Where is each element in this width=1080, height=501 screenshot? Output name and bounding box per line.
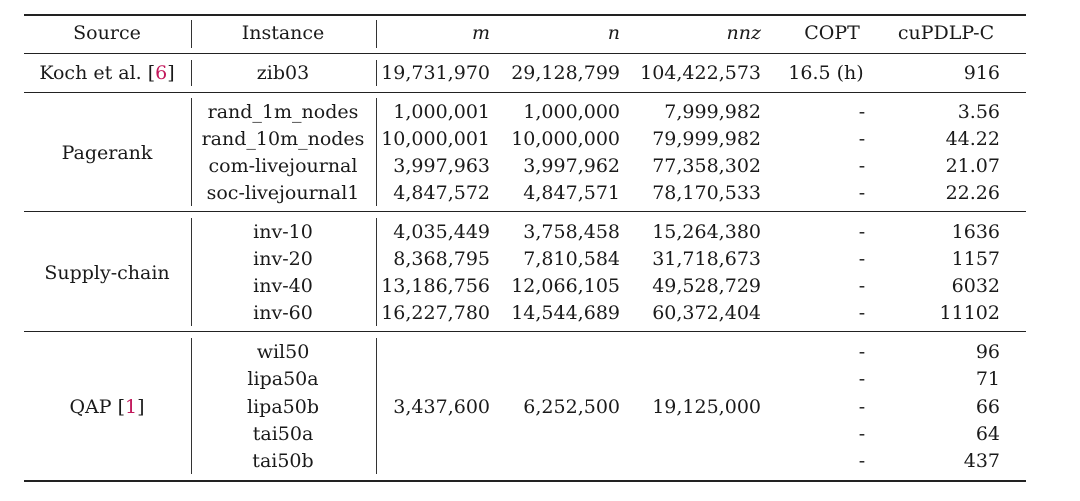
pagerank-copt: - xyxy=(858,155,866,177)
koch-m: 19,731,970 xyxy=(381,62,490,84)
qap-instance: wil50 xyxy=(256,341,310,363)
qap-nnz: 19,125,000 xyxy=(652,396,761,418)
koch-source-label: Koch et al. [ xyxy=(39,62,156,84)
qap-source-bracket: ] xyxy=(137,396,145,418)
qap-n: 6,252,500 xyxy=(523,396,620,418)
pagerank-rule xyxy=(24,211,1026,212)
pagerank-m: 4,847,572 xyxy=(393,182,490,204)
qap-instance: lipa50b xyxy=(247,396,319,418)
supply-cupdlp: 1157 xyxy=(951,248,1000,270)
source-divider-koch xyxy=(191,60,192,86)
supply-instance: inv-60 xyxy=(253,302,313,324)
qap-cupdlp: 71 xyxy=(975,368,1000,390)
header-rule xyxy=(24,53,1026,54)
supply-copt: - xyxy=(858,248,866,270)
supply-cupdlp: 11102 xyxy=(939,302,1000,324)
header-cupdlp: cuPDLP-C xyxy=(897,22,995,44)
instance-divider-supply xyxy=(376,218,377,326)
pagerank-m: 3,997,963 xyxy=(393,155,490,177)
supply-copt: - xyxy=(858,221,866,243)
pagerank-copt: - xyxy=(858,182,866,204)
koch-source-bracket: ] xyxy=(167,62,175,84)
koch-copt: 16.5 (h) xyxy=(788,62,864,84)
supply-instance: inv-20 xyxy=(253,248,313,270)
qap-instance: lipa50a xyxy=(247,368,319,390)
header-source: Source xyxy=(73,22,141,44)
qap-instance: tai50a xyxy=(252,423,314,445)
top-rule xyxy=(24,14,1026,16)
supply-n: 14,544,689 xyxy=(511,302,620,324)
qap-copt: - xyxy=(858,341,866,363)
supply-nnz: 31,718,673 xyxy=(652,248,761,270)
source-divider-header xyxy=(191,20,192,48)
source-divider-pagerank xyxy=(191,98,192,206)
pagerank-cupdlp: 22.26 xyxy=(945,182,1000,204)
koch-citation-link[interactable]: 6 xyxy=(155,62,168,84)
pagerank-cupdlp: 3.56 xyxy=(957,101,1000,123)
instance-divider-qap xyxy=(376,338,377,474)
koch-nnz: 104,422,573 xyxy=(640,62,761,84)
qap-copt: - xyxy=(858,396,866,418)
pagerank-copt: - xyxy=(858,128,866,150)
instance-divider-pagerank xyxy=(376,98,377,206)
qap-copt: - xyxy=(858,368,866,390)
supply-copt: - xyxy=(858,275,866,297)
supply-n: 7,810,584 xyxy=(523,248,620,270)
supply-n: 3,758,458 xyxy=(523,221,620,243)
bottom-rule xyxy=(24,480,1026,482)
pagerank-nnz: 78,170,533 xyxy=(652,182,761,204)
koch-n: 29,128,799 xyxy=(511,62,620,84)
supply-cupdlp: 6032 xyxy=(951,275,1000,297)
supply-rule xyxy=(24,331,1026,332)
supply-source: Supply-chain xyxy=(44,262,170,284)
pagerank-n: 10,000,000 xyxy=(511,128,620,150)
pagerank-nnz: 79,999,982 xyxy=(652,128,761,150)
instance-divider-koch xyxy=(376,60,377,86)
source-divider-qap xyxy=(191,338,192,474)
supply-m: 4,035,449 xyxy=(393,221,490,243)
pagerank-copt: - xyxy=(858,101,866,123)
header-instance: Instance xyxy=(241,22,325,44)
koch-source xyxy=(39,61,174,85)
pagerank-n: 3,997,962 xyxy=(523,155,620,177)
qap-source-label: QAP [ xyxy=(69,396,126,418)
pagerank-instance: soc-livejournal1 xyxy=(206,182,360,204)
supply-n: 12,066,105 xyxy=(511,275,620,297)
pagerank-instance: com-livejournal xyxy=(208,155,358,177)
qap-cupdlp: 437 xyxy=(963,450,1000,472)
supply-instance: inv-40 xyxy=(253,275,313,297)
koch-instance: zib03 xyxy=(256,62,310,84)
pagerank-nnz: 77,358,302 xyxy=(652,155,761,177)
header-m: m xyxy=(471,22,490,44)
qap-source xyxy=(69,395,144,419)
instance-divider-header xyxy=(376,20,377,48)
supply-m: 16,227,780 xyxy=(381,302,490,324)
supply-m: 13,186,756 xyxy=(381,275,490,297)
qap-cupdlp: 66 xyxy=(975,396,1000,418)
pagerank-source: Pagerank xyxy=(61,142,153,164)
qap-copt: - xyxy=(858,423,866,445)
qap-m: 3,437,600 xyxy=(393,396,490,418)
header-nnz: nnz xyxy=(726,22,761,44)
supply-nnz: 15,264,380 xyxy=(652,221,761,243)
pagerank-n: 4,847,571 xyxy=(523,182,620,204)
supply-nnz: 49,528,729 xyxy=(652,275,761,297)
pagerank-cupdlp: 21.07 xyxy=(945,155,1000,177)
supply-cupdlp: 1636 xyxy=(951,221,1000,243)
supply-nnz: 60,372,404 xyxy=(652,302,761,324)
pagerank-cupdlp: 44.22 xyxy=(945,128,1000,150)
qap-cupdlp: 64 xyxy=(975,423,1000,445)
pagerank-instance: rand_1m_nodes xyxy=(207,101,359,123)
supply-copt: - xyxy=(858,302,866,324)
pagerank-m: 1,000,001 xyxy=(393,101,490,123)
header-copt: COPT xyxy=(804,22,860,44)
supply-m: 8,368,795 xyxy=(393,248,490,270)
pagerank-nnz: 7,999,982 xyxy=(664,101,761,123)
koch-rule xyxy=(24,92,1026,93)
koch-cupdlp: 916 xyxy=(963,62,1000,84)
pagerank-m: 10,000,001 xyxy=(381,128,490,150)
qap-cupdlp: 96 xyxy=(975,341,1000,363)
pagerank-n: 1,000,000 xyxy=(523,101,620,123)
header-n: n xyxy=(607,22,620,44)
pagerank-instance: rand_10m_nodes xyxy=(201,128,365,150)
qap-instance: tai50b xyxy=(252,450,314,472)
qap-citation-link[interactable]: 1 xyxy=(125,396,138,418)
supply-instance: inv-10 xyxy=(253,221,313,243)
qap-copt: - xyxy=(858,450,866,472)
source-divider-supply xyxy=(191,218,192,326)
